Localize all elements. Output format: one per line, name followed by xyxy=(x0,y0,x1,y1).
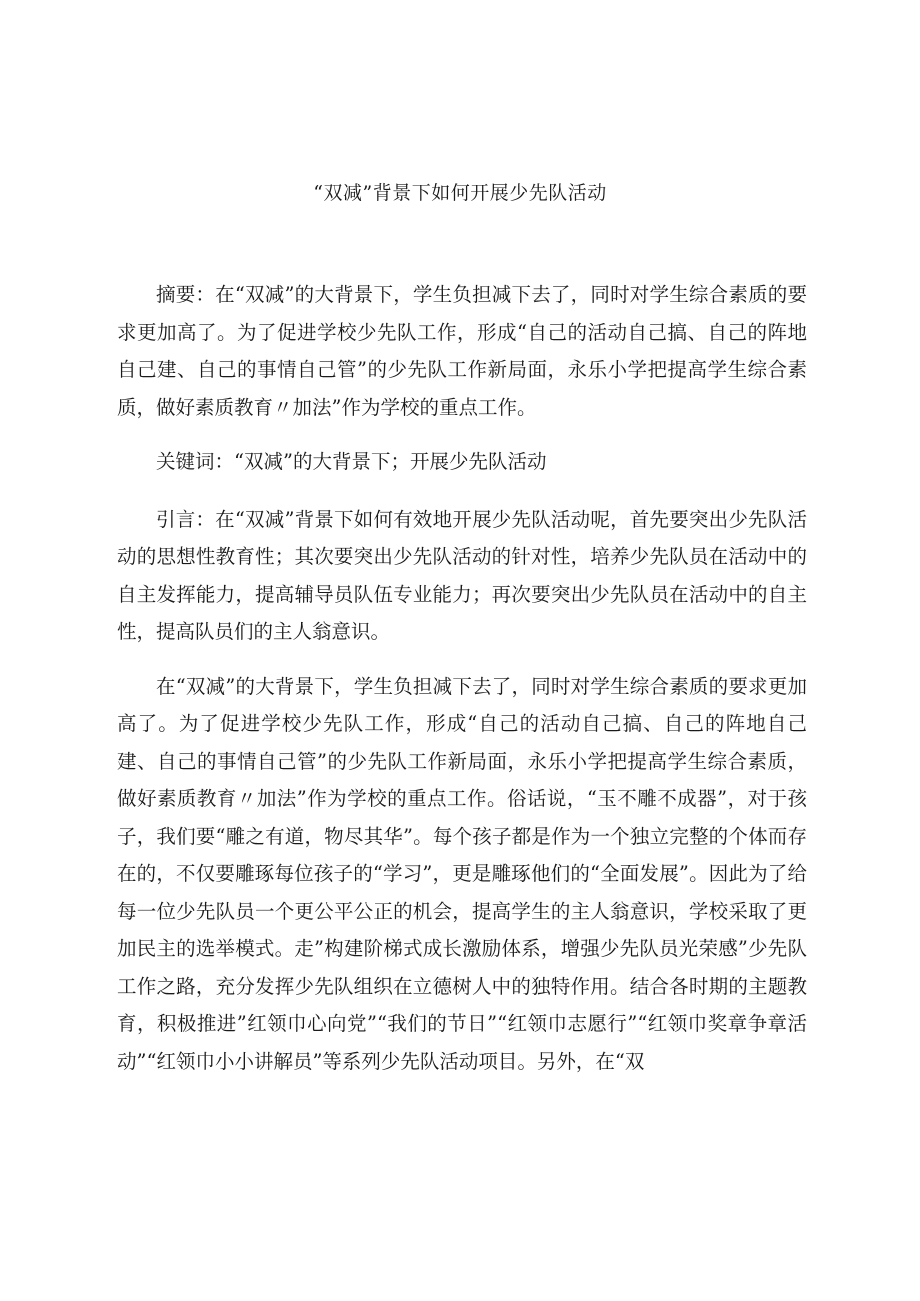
abstract-paragraph: 摘要：在“双减”的大背景下，学生负担减下去了，同时对学生综合素质的要求更加高了。为了促进学校少先队工作，形成“自己的活动自己搞、自己的阵地自己建、自己的事情自己管”的少先队工作新局面，永乐小学把提高学生综合素质，做好素质教育〃加法”作为学校的重点工作。 xyxy=(117,283,807,419)
body-paragraph: 在“双减”的大背景下，学生负担减下去了，同时对学生综合素质的要求更加高了。为了促进学校少先队工作，形成“自己的活动自己搞、自己的阵地自己建、自己的事情自己管”的少先队工作新局面，永乐小学把提高学生综合素质，做好素质教育〃加法”作为学校的重点工作。俗话说，“玉不雕不成器”，对于孩子，我们要“雕之有道，物尽其华”。每个孩子都是作为一个独立完整的个体而存在的，不仅要雕琢每位孩子的“学习”，更是雕琢他们的“全面发展”。因此为了给每一位少先队员一个更公平公正的机会，提高学生的主人翁意识，学校采取了更加民主的选举模式。走”构建阶梯式成长激励体系，增强少先队员光荣感”少先队工作之路，充分发挥少先队组织在立德树人中的独特作用。结合各时期的主题教育，积极推进”红领巾心向党”“我们的节日”“红领巾志愿行”“红领巾奖章争章活动”“红领巾小小讲解员”等系列少先队活动项目。另外，在“双 xyxy=(117,674,807,1073)
keywords-paragraph: 关键词：“双减”的大背景下；开展少先队活动 xyxy=(156,450,547,473)
document-body xyxy=(117,276,807,1097)
introduction-paragraph: 引言：在“双减”背景下如何有效地开展少先队活动呢，首先要突出少先队活动的思想性教育性；其次要突出少先队活动的针对性，培养少先队员在活动中的自主发挥能力，提高辅导员队伍专业能力；再次要突出少先队员在活动中的自主性，提高队员们的主人翁意识。 xyxy=(117,507,807,643)
document-title: “双减”背景下如何开展少先队活动 xyxy=(313,182,607,204)
